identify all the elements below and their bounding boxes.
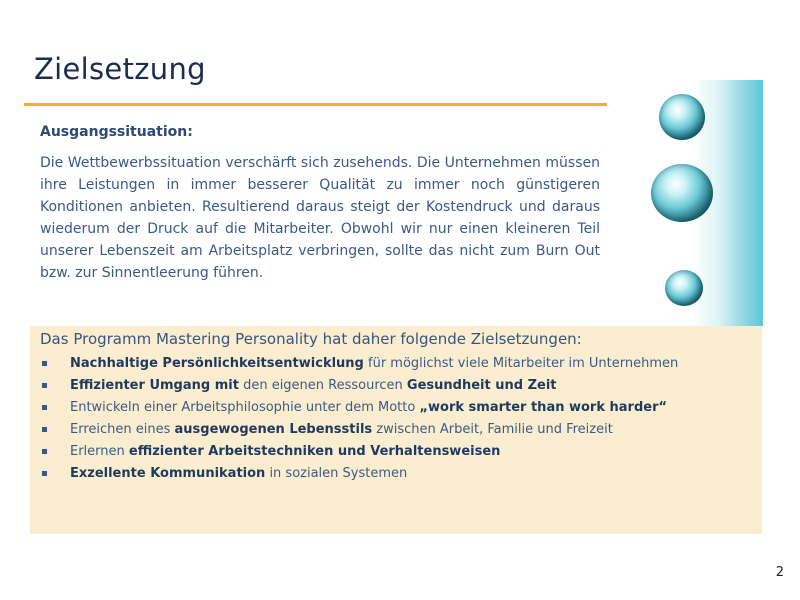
goal-item [40,444,752,460]
goal-item-text: Erlernen [70,444,129,459]
goal-item-text: für möglichst viele Mitarbeiter im Unternehmen [363,356,679,371]
bullet-icon [42,383,47,388]
title-divider [24,103,607,106]
bullet-icon [42,449,47,454]
bullet-icon [42,471,47,476]
goal-item [40,400,752,416]
water-drops-image [607,80,763,326]
goal-item-bold: Nachhaltige Persönlichkeitsentwicklung [70,356,364,371]
goal-item-bold: Effizienter Umgang mit [70,378,239,393]
goal-item-bold: Exzellente Kommunikation [70,466,266,481]
water-drop-icon [665,270,703,306]
intro-heading: Ausgangssituation: [40,124,193,140]
slide-title: Zielsetzung [34,52,206,86]
goal-item-text: Entwickeln einer Arbeitsphilosophie unter dem Motto [70,400,420,415]
goals-box [30,326,762,534]
goal-item-text: Erreichen eines [70,422,175,437]
page-number: 2 [775,565,784,580]
goal-item-bold: ausgewogenen Lebensstils [174,422,373,437]
goal-item [40,422,752,438]
intro-text: Die Wettbewerbssituation verschärft sich zusehends. Die Unternehmen müssen ihre Leistungen in immer besserer Qualität zu immer noch günstigeren Konditionen anbieten. Resultierend daraus steigt der Kostendruck und daraus wiederum der Druck auf die Mitarbeiter. Obwohl wir nur einen kleineren Teil unserer Lebenszeit am Arbeitsplatz verbringen, sollte das nicht zum Burn Out bzw. zur Sinnentleerung führen. [40,155,600,281]
goal-item [40,466,752,482]
bullet-icon [42,427,47,432]
goal-item [40,378,752,394]
goal-item-bold: Gesundheit und Zeit [406,378,557,393]
goal-item-text: den eigenen Ressourcen [238,378,407,393]
goal-item-text: zwischen Arbeit, Familie und Freizeit [372,422,613,437]
goal-item [40,356,752,372]
bullet-icon [42,361,47,366]
goal-item-bold: effizienter Arbeitstechniken und Verhaltensweisen [128,444,501,459]
water-drop-icon [651,164,713,222]
water-drop-icon [659,94,705,140]
goal-item-text: in sozialen Systemen [265,466,408,481]
goals-list [40,356,752,488]
goal-item-bold: „work smarter than work harder“ [419,400,668,415]
goals-lead: Das Programm Mastering Personality hat daher folgende Zielsetzungen: [40,330,582,348]
bullet-icon [42,405,47,410]
